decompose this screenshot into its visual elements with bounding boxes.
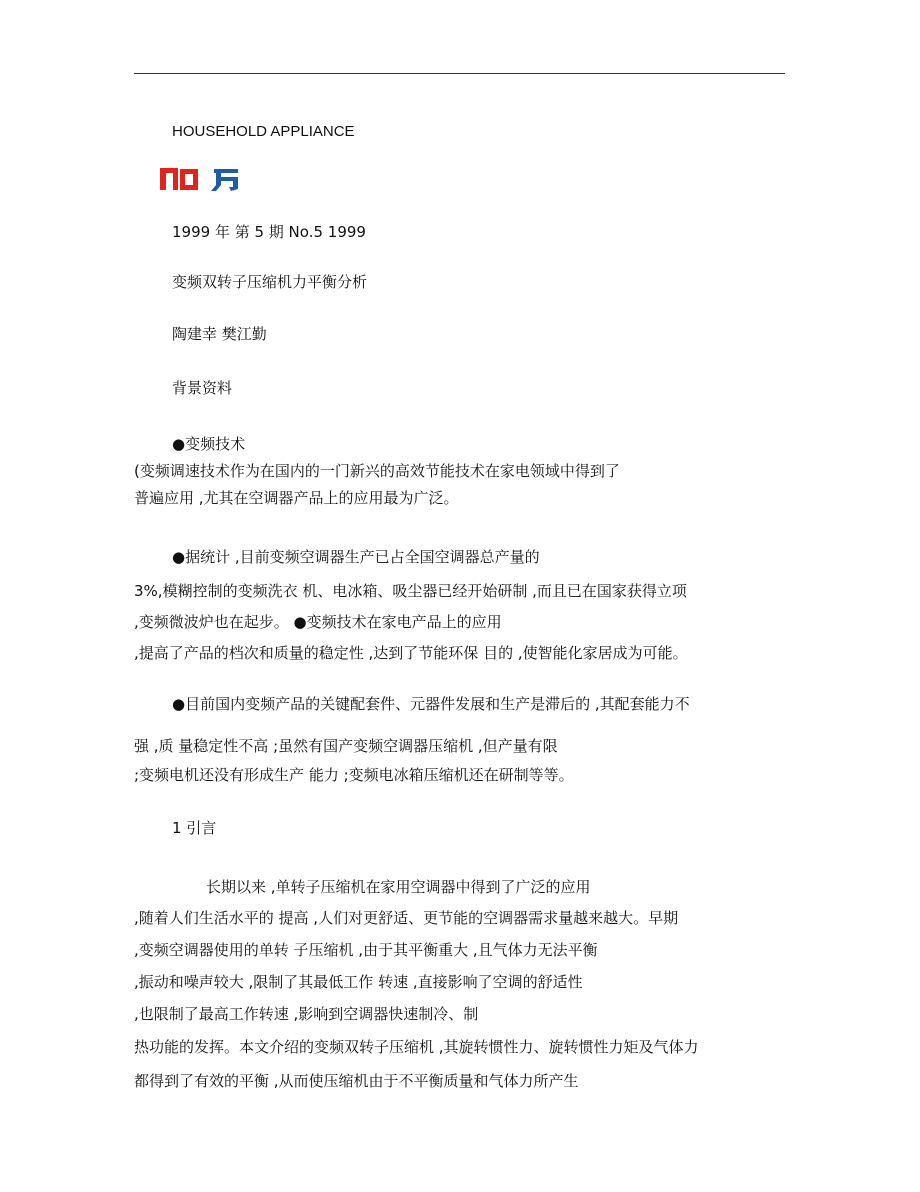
journal-logo <box>159 163 243 193</box>
paragraph-line: ,变频空调器使用的单转 子压缩机 ,由于其平衡重大 ,且气体力无法平衡 <box>134 941 598 959</box>
paragraph-line: 长期以来 ,单转子压缩机在家用空调器中得到了广泛的应用 <box>206 878 591 896</box>
paragraph-line: 都得到了有效的平衡 ,从而使压缩机由于不平衡质量和气体力所产生 <box>134 1072 579 1090</box>
paragraph-line: 普遍应用 ,尤其在空调器产品上的应用最为广泛。 <box>134 489 459 507</box>
article-title: 变频双转子压缩机力平衡分析 <box>172 273 368 291</box>
background-heading: 背景资料 <box>172 379 233 397</box>
issue-line: 1999 年 第 5 期 No.5 1999 <box>172 223 366 241</box>
paragraph-line: ;变频电机还没有形成生产 能力 ;变频电冰箱压缩机还在研制等等。 <box>134 766 574 784</box>
paragraph-line: ●变频技术 <box>172 435 246 453</box>
article-authors: 陶建幸 樊江勤 <box>172 325 267 343</box>
paragraph-line: 热功能的发挥。本文介绍的变频双转子压缩机 ,其旋转惯性力、旋转惯性力矩及气体力 <box>134 1038 699 1056</box>
paragraph-line: ,变频微波炉也在起步。 ●变频技术在家电产品上的应用 <box>134 613 502 631</box>
paragraph-line: ,振动和噪声较大 ,限制了其最低工作 转速 ,直接影响了空调的舒适性 <box>134 973 583 991</box>
paragraph-line: ●据统计 ,目前变频空调器生产已占全国空调器总产量的 <box>172 548 540 566</box>
section-heading: 1 引言 <box>172 819 217 837</box>
top-rule <box>134 73 785 74</box>
paragraph-line: 强 ,质 量稳定性不高 ;虽然有国产变频空调器压缩机 ,但产量有限 <box>134 737 558 755</box>
paragraph-line: (变频调速技术作为在国内的一门新兴的高效节能技术在家电领域中得到了 <box>134 462 620 480</box>
logo-red-glyph <box>160 168 198 190</box>
paragraph-line: ,也限制了最高工作转速 ,影响到空调器快速制冷、制 <box>134 1005 479 1023</box>
paragraph-line: 3%,模糊控制的变频洗衣 机、电冰箱、吸尘器已经开始研制 ,而且已在国家获得立项 <box>134 582 687 600</box>
logo-blue-glyph <box>211 169 238 191</box>
paragraph-line: ●目前国内变频产品的关键配套件、元器件发展和生产是滞后的 ,其配套能力不 <box>172 695 690 713</box>
paragraph-line: ,随着人们生活水平的 提高 ,人们对更舒适、更节能的空调器需求量越来越大。早期 <box>134 909 679 927</box>
journal-name-en: HOUSEHOLD APPLIANCE <box>172 123 355 140</box>
paragraph-line: ,提高了产品的档次和质量的稳定性 ,达到了节能环保 目的 ,使智能化家居成为可能。 <box>134 644 688 662</box>
